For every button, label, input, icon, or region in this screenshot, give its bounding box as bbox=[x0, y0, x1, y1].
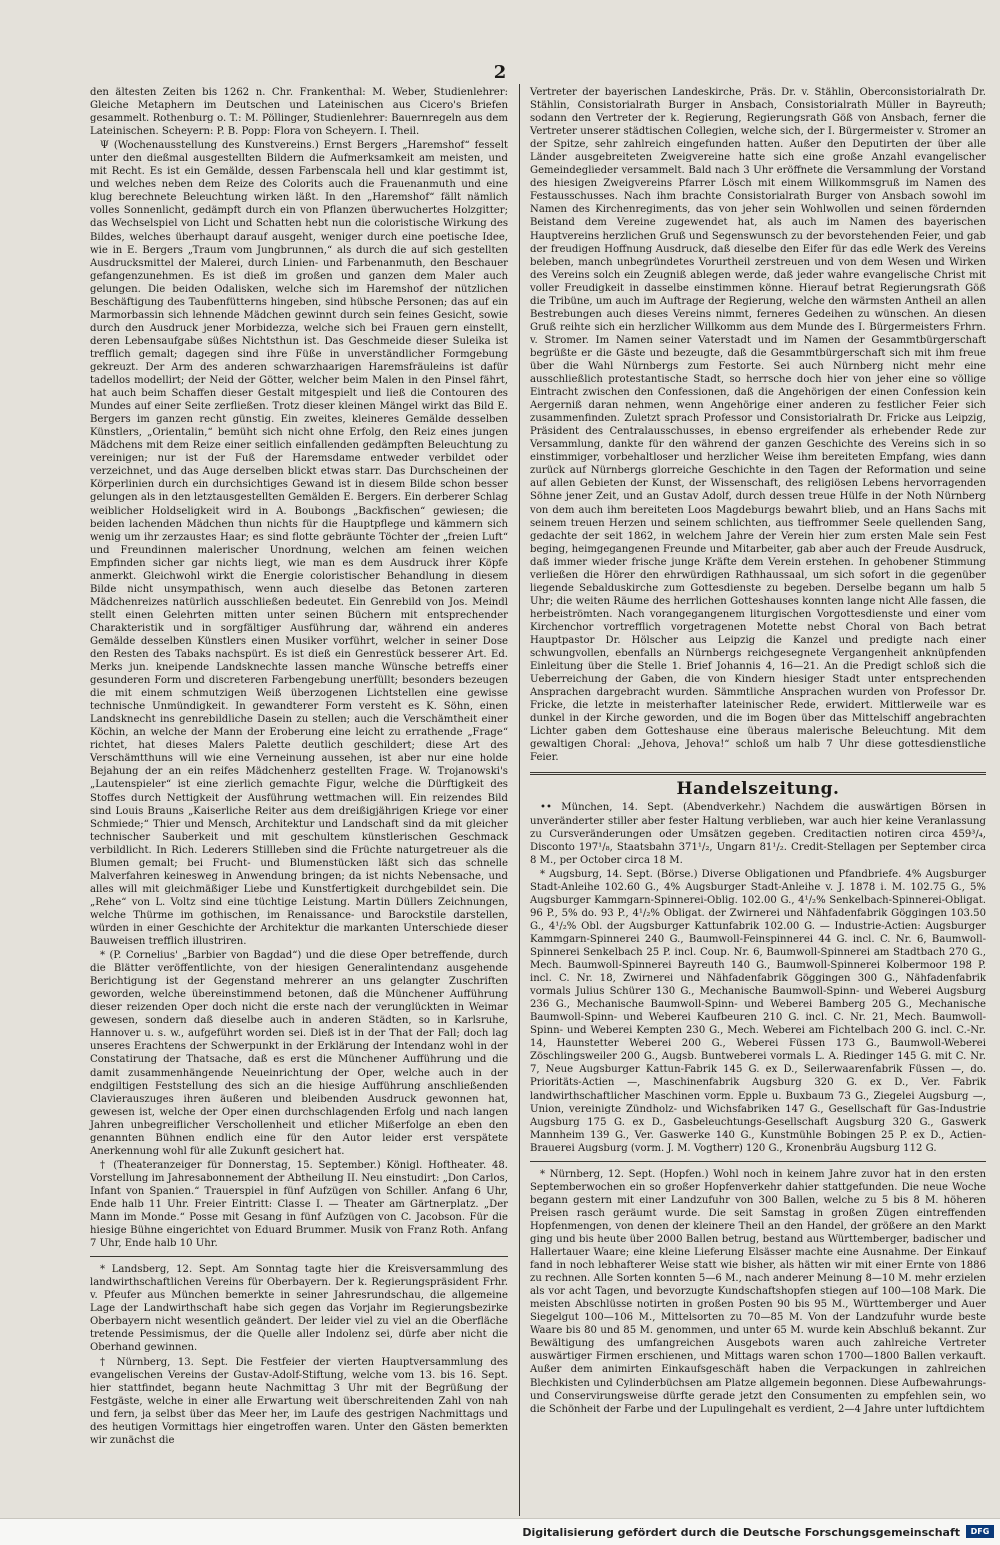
article-paragraph: * Landsberg, 12. Sept. Am Sonntag tagte hier die Kreisversammlung des landwirthschaftlichen Vereins für Oberbayern. Der k. Regierungspräsident Frhr. v. Pfeufer aus München bemerkte in seiner Jahresrundschau, die allgemeine Lage der Landwirthschaft habe sich gegen das Vorjahr im Regierungsbezirke Oberbayern nicht wesentlich geändert. Der leider viel zu viel an die Oberfläche tretende Pessimismus, der die Quelle aller Indolenz sei, dürfe aber nicht die Oberhand gewinnen. bbox=[90, 1264, 508, 1354]
article-paragraph: * (P. Cornelius' „Barbier von Bagdad“) und die diese Oper betreffende, durch die Blätter veröffentlichte, von der hiesigen Generalintendanz ausgehende Berichtigung ist der Gegenstand mehrerer an uns gelangter Zuschriften geworden, welche übereinstimmend betonen, daß die Münchener Aufführung dieser reizenden Oper doch nicht die erste nach der verunglückten in Weimar gewesen, sondern daß dieselbe auch in anderen Städten, so in Karlsruhe, Hannover u. s. w., aufgeführt worden sei. Dieß ist in der That der Fall; doch lag unseres Erachtens der Schwerpunkt in der Erklärung der Intendanz wohl in der Constatirung der Thatsache, daß es erst die Münchener Aufführung und die damit zusammenhängende Neueinrichtung der Oper, welche auch in der endgiltigen Feststellung des sich an die hiesige Aufführung anschließenden Clavierauszuges ihren äußeren und bleibenden Ausdruck gewonnen hat, gewesen ist, welche der Oper einen durchschlagenden Erfolg und nach langen Jahren unbegreiflicher Verschollenheit und etlicher Mißerfolge an eben den genannten Bühnen endlich eine für den Autor leider erst verspätete Anerkennung wohl für alle Zukunft gesichert hat. bbox=[90, 950, 508, 1157]
right-column bbox=[530, 86, 986, 1416]
column-divider bbox=[519, 84, 520, 1516]
section-divider bbox=[90, 1256, 508, 1257]
dfg-logo-icon: DFG bbox=[966, 1525, 994, 1538]
footer-credit: Digitalisierung gefördert durch die Deutsche Forschungsgemeinschaft bbox=[522, 1526, 960, 1539]
market-report: * Augsburg, 14. Sept. (Börse.) Diverse Obligationen und Pfandbriefe. 4% Augsburger Stadt-Anleihe 102.60 G., 4% Augsburger Stadt-Anleihe v. J. 1878 i. M. 102.75 G., 5% Augsburger Kammgarn-Spinnerei-Oblig. 102.00 G., 4¹/₂% Senkelbach-Spinnerei-Obligat. 96 P., 5% do. 93 P., 4¹/₂% Obligat. der Zwirnerei und Nähfadenfabrik Göggingen 103.50 G., 4¹/₂% Obl. der Augsburger Kattunfabrik 102.00 G. — Industrie-Actien: Augsburger Kammgarn-Spinnerei 240 G., Baumwoll-Feinspinnerei 44 G. incl. C. Nr. 6, Baumwoll-Spinnerei Senkelbach 25 P. incl. Coup. Nr. 6, Baumwoll-Spinnerei am Stadtbach 270 G., Mech. Baumwoll-Spinnerei Bayreuth 140 G., Baumwoll-Spinnerei Kolbermoor 198 P. incl. C. Nr. 18, Zwirnerei und Nähfadenfabrik Göggingen 300 G., Nähfadenfabrik vormals Julius Schürer 130 G., Mechanische Baumwoll-Spinn- und Weberei Augsburg 236 G., Mechanische Baumwoll-Spinn- und Weberei Bamberg 205 G., Mechanische Baumwoll-Spinn- und Weberei Kaufbeuren 210 G. incl. C. Nr. 21, Mech. Baumwoll-Spinn- und Weberei Kempten 230 G., Mech. Weberei am Fichtelbach 200 G. incl. C.-Nr. 14, Haunstetter Weberei 200 G., Weberei Füssen 173 G., Baumwoll-Weberei Zöschlingsweiler 200 G., Augsb. Buntweberei vormals L. A. Riedinger 145 G. mit C. Nr. 7, Neue Augsburger Kattun-Fabrik 145 G. ex D., Seilerwaarenfabrik Füssen —, do. Prioritäts-Actien —, Maschinenfabrik Augsburg 320 G. ex D., Ver. Fabrik landwirthschaftlicher Maschinen vorm. Epple u. Buxbaum 73 G., Ziegelei Augsburg —, Union, vereinigte Zündholz- und Wichsfabriken 147 G., Gesellschaft für Gas-Industrie Augsburg 175 G. ex D., Gasbeleuchtungs-Gesellschaft Augsburg 320 G., Gaswerk Mannheim 139 G., Ver. Gaswerke 140 G., Kunstmühle Bobingen 25 P. ex D., Actien-Brauerei Augsburg (vorm. J. M. Vogtherr) 120 G., Kronenbräu Augsburg 112 G. bbox=[530, 868, 986, 1154]
left-column bbox=[90, 86, 508, 1447]
article-paragraph: † (Theateranzeiger für Donnerstag, 15. September.) Königl. Hoftheater. 48. Vorstellung im Jahresabonnement der Abtheilung II. Neu einstudirt: „Don Carlos, Infant von Spanien.“ Trauerspiel in fünf Aufzügen von Schiller. Anfang 6 Uhr, Ende halb 11 Uhr. Freier Eintritt: Classe I. — Theater am Gärtnerplatz. „Der Mann im Monde.“ Posse mit Gesang in fünf Aufzügen von C. Jacobson. Für die hiesige Bühne eingerichtet von Eduard Brummer. Musik von Franz Roth. Anfang 7 Uhr, Ende halb 10 Uhr. bbox=[90, 1159, 508, 1250]
page-number: 2 bbox=[493, 62, 507, 83]
footer-bar bbox=[0, 1518, 1000, 1545]
article-paragraph: den ältesten Zeiten bis 1262 n. Chr. Frankenthal: M. Weber, Studienlehrer: Gleiche Metaphern im Deutschen und Lateinischen aus Cicero's Briefen gesammelt. Rothenburg o. T.: M. Pöllinger, Studienlehrer: Bauernregeln aus dem Lateinischen. Scheyern: P. B. Popp: Flora von Scheyern. I. Theil. bbox=[90, 87, 508, 138]
section-divider bbox=[530, 772, 986, 775]
article-paragraph: † Nürnberg, 13. Sept. Die Festfeier der vierten Hauptversammlung des evangelischen Vereins der Gustav-Adolf-Stiftung, welche vom 13. bis 16. Sept. hier stattfindet, begann heute Nachmittag 3 Uhr mit der Begrüßung der Festgäste, welche in einer alle Erwartung weit überschreitenden Zahl von nah und fern, ja selbst über das Meer her, im Laufe des gestrigen Nachmittags und des heutigen Vormittags hier eingetroffen waren. Unter den Gästen bemerkten wir zunächst die bbox=[90, 1356, 508, 1446]
section-heading: Handelszeitung. bbox=[676, 779, 840, 800]
article-paragraph: Ψ (Wochenausstellung des Kunstvereins.) Ernst Bergers „Haremshof“ fesselt unter den dießmal ausgestellten Bildern die Aufmerksamkeit am meisten, und mit Recht. Es ist ein Gemälde, dessen Farbenscala hell und klar gestimmt ist, und welches neben dem Reize des Colorits auch die Frauenanmuth und eine klug berechnete Beleuchtung wirken läßt. In den „Haremshof“ fällt nämlich volles Sonnenlicht, gedämpft durch ein von Pflanzen überwuchertes Holzgitter; das Wechselspiel von Licht und Schatten hebt nun die coloristische Wirkung des Bildes, welches überhaupt darauf ausgeht, weniger durch eine poetische Idee, wie in E. Bergers „Traum vom Jungbrunnen,“ als durch die auf sich gestellten Ausdrucksmittel der Malerei, durch Linien- und Farbenanmuth, den Beschauer gefangenzunehmen. Es ist dieß im großen und ganzen dem Maler auch gelungen. Die beiden Odalisken, welche sich im Haremshof der nützlichen Beschäftigung des Taubenfütterns hingeben, sind hübsche Personen; das auf ein Marmorbassin sich lehnende Mädchen gewinnt durch sein feines Gesicht, sowie durch den Ausdruck jener Morbidezza, welche sich bei Frauen gern einstellt, deren Lebensaufgabe süßes Nichtsthun ist. Das Geschmeide dieser Suleika ist trefflich gemalt; dagegen sind ihre Füße in unverständlicher Formgebung gekreuzt. Der Arm des anderen schwarzhaarigen Haremsfräuleins ist dafür tadellos modellirt; der Neid der Götter, welcher beim Malen in den Pinsel fährt, hat auch beim Schaffen dieser Gestalt mitgespielt und ließ die Contouren des Mundes auf einer Seite zerfließen. Trotz dieser kleinen Mängel wirkt das Bild E. Bergers im ganzen recht günstig. Ein zweites, kleineres Gemälde desselben Künstlers, „Orientalin,“ bemüht sich nicht ohne Erfolg, den Reiz eines jungen Mädchens mit dem Reize einer seitlich einfallenden gedämpften Beleuchtung zu vereinigen; nur ist der Fuß der Haremsdame entweder verbildet oder verzeichnet, und das Auge derselben blickt etwas starr. Das Durchscheinen der Körperlinien durch ein durchsichtiges Gewand ist in diesem Bilde schon besser gelungen als in den letztausgestellten Gemälden E. Bergers. Ein derberer Schlag weiblicher Holdseligkeit wird in A. Boubongs „Backfischen“ gewiesen; die beiden lachenden Mädchen thun nichts für die Hauptpflege und kämmern sich wenig um ihr zerzaustes Haar; es sind flotte gebräunte Töchter der „freien Luft“ und Freundinnen malerischer Unordnung, welchen am feinen weichen Empfinden sicher gar nichts liegt, wie man es dem Ausdruck ihrer Köpfe anmerkt. Gleichwohl wirkt die Energie coloristischer Behandlung in diesem Bilde nicht unsympathisch, wenn auch dieselbe das Betonen zarteren Mädchenreizes natürlich ausschließen bedeutet. Ein Genrebild von Jos. Meindl stellt einen Gelehrten mitten unter seinen Büchern mit entsprechender Charakteristik und in sorgfältiger Ausführung dar, während ein anderes Gemälde desselben Künstlers einen Musiker vorführt, welcher in seiner Dose den Resten des Tabaks nachspürt. Es ist dieß ein Genrestück besserer Art. Ed. Merks jun. kneipende Landsknechte lassen manche Wünsche betreffs einer gesunderen Form und discreteren Farbengebung unerfüllt; besonders bezeugen die mit einem schmutzigen Weiß überzogenen Lichtstellen eine gewisse technische Unmündigkeit. In gewandterer Form versteht es K. Söhn, einen Landsknecht ins genrebildliche Dasein zu stellen; auch die Verschämtheit einer Köchin, an welche der Mann der Eroberung eine leicht zu errathende „Frage“ richtet, hat dieses Malers Palette deutlich geschildert; diese Art des Verschämtthuns will wie eine Verneinung aussehen, ist aber nur eine holde Bejahung der an ein reifes Mädchenherz gestellten Frage. W. Trojanowski's „Lautenspieler“ ist eine zierlich gemachte Figur, welche die Dürftigkeit des Stoffes durch Nettigkeit der Ausführung wettmachen will. Ein reizendes Bild sind Louis Brauns „Kaiserliche Reiter aus dem dreißigjährigen Kriege vor einer Schmiede;“ Thier und Mensch, Architektur und Landschaft sind da mit gleicher technischer Sauberkeit und mit geschultem künstlerischen Geschmack verbildlicht. In Rich. Lederers Stillleben sind die Früchte naturgetreuer als die Blumen gemalt; bei Frucht- und Blumenstücken läßt sich das schnelle Malverfahren keinesweg in Anwendung bringen; da ist nichts Nebensache, und alles will mit gleichmäßiger Liebe und Kunstfertigkeit durchgebildet sein. Die „Rehe“ von L. Voltz sind eine tüchtige Leistung. Martin Düllers Zeichnungen, welche Thürme im gothischen, im Renaissance- und Barockstile darstellen, würden in einer Geschichte der Architektur die markanten Unterschiede dieser Bauweisen trefflich illustriren. bbox=[90, 140, 508, 948]
section-divider bbox=[530, 1161, 986, 1162]
market-report: * Nürnberg, 12. Sept. (Hopfen.) Wohl noch in keinem Jahre zuvor hat in den ersten Septemberwochen ein so großer Hopfenverkehr dahier stattgefunden. Die neue Woche begann gestern mit einer Landzufuhr von 300 Ballen, welche zu 5 bis 8 M. höheren Preisen rasch geräumt wurde. Die seit Samstag in großen Zügen eintreffenden Hopfenmengen, von denen der kleinere Theil an den Handel, der größere an den Markt ging und bis heute über 2000 Ballen betrug, bestand aus Württemberger, badischer und Hallertauer Waare; eine kleine Lieferung Elsässer machte eine Ausnahme. Der Einkauf fand in noch lebhafterer Weise statt wie bisher, als hätten wir mit einer Ernte von 1886 zu rechnen. Alle Sorten konnten 5—6 M., nach anderer Meinung 8—10 M. mehr erzielen als vor acht Tagen, und bevorzugte Kundschaftshopfen stiegen auf 100—108 Mark. Die meisten Abschlüsse notirten in großen Posten 90 bis 95 M., Württemberger und Auer Siegelgut 100—106 M., Mittelsorten zu 70—85 M. Von der Landzufuhr wurde beste Waare bis 80 und 85 M. genommen, und unter 65 M. wurde kein Abschluß bekannt. Zur Bewältigung des umfangreichen Ausgebots waren auch zahlreiche Vertreter auswärtiger Firmen erschienen, und Mittags waren schon 1700—1800 Ballen verkauft. Außer dem animirten Einkaufsgeschäft haben die Verpackungen in zahlreichen Blechkisten und Cylinderbüchsen am Platze allgemein begonnen. Diese Aufbewahrungs- und Conservirungsweise dürfte gerade jetzt den Consumenten zu empfehlen sein, wo die Schönheit der Farbe und der Lupulingehalt es verdient, 2—4 Jahre unter luftdichtem bbox=[530, 1168, 986, 1415]
market-report: •• München, 14. Sept. (Abendverkehr.) Nachdem die auswärtigen Börsen in unveränderter stiller aber fester Haltung verblieben, war auch hier keine Veranlassung zu Cursveränderungen oder Umsätzen gegeben. Creditactien notiren circa 459³/₄, Disconto 197¹/₈, Staatsbahn 371¹/₂, Ungarn 81¹/₂. Credit-Stellagen per September circa 8 M., per October circa 18 M. bbox=[530, 802, 986, 866]
article-paragraph: Vertreter der bayerischen Landeskirche, Präs. Dr. v. Stählin, Oberconsistorialrath Dr. Stählin, Consistorialrath Burger in Ansbach, Consistorialrath Müller in Bayreuth; sodann den Vertreter der k. Regierung, Regierungsrath Göß von Ansbach, ferner die Vertreter unserer städtischen Collegien, welche sich, der I. Bürgermeister v. Stromer an der Spitze, sehr zahlreich eingefunden hatten. Außer den Deputirten der über alle Länder ausgebreiteten Zweigvereine hatte sich eine große Anzahl evangelischer Gemeindeglieder versammelt. Bald nach 3 Uhr eröffnete die Versammlung der Vorstand des hiesigen Zweigvereins Pfarrer Lösch mit einem Willkommsgruß im Namen des Festausschusses. Nach ihm brachte Consistorialrath Burger von Ansbach sowohl im Namen des Kirchenregiments, das von jeher sein Wohlwollen und seinen fördernden Beistand dem Vereine zugewendet hat, als auch im Namen des bayerischen Hauptvereins herzlichen Gruß und Segenswunsch zu der bevorstehenden Feier, und gab der freudigen Hoffnung Ausdruck, daß dieselbe den Eifer für das edle Werk des Vereins beleben, manch unbegründetes Vorurtheil zerstreuen und von dem Wesen und Wirken des Vereins solch ein Zeugniß ablegen werde, daß jeder wahre evangelische Christ mit voller Freudigkeit in dasselbe einstimmen könne. Hierauf betrat Regierungsrath Göß die Tribüne, um auch im Auftrage der Regierung, welche den wärmsten Antheil an allen Bestrebungen auch dieses Vereins nimmt, ferneres Gedeihen zu wünschen. An diesen Gruß reihte sich ein herzlicher Willkomm aus dem Munde des I. Bürgermeisters Frhrn. v. Stromer. Im Namen seiner Vaterstadt und im Namen der Gesammtbürgerschaft begrüßte er die Gäste und bezeugte, daß die Gesammtbürgerschaft sich mit ihm freue über die Wahl Nürnbergs zum Festorte. Sei auch Nürnberg nicht mehr eine ausschließlich protestantische Stadt, so herrsche doch hier von jeher eine so völlige Eintracht zwischen den Confessionen, daß die Angehörigen der einen Confession kein Aergerniß daran nehmen, wenn Angehörige einer anderen zu festlicher Feier sich zusammenfinden. Zuletzt sprach Professor und Consistorialrath Dr. Fricke aus Leipzig, Präsident des Centralausschusses, in ebenso ergreifender als erhebender Rede zur Versammlung, dankte für den während der ganzen Geschichte des Vereins sich in so einstimmiger, vorbehaltloser und herzlicher Weise ihm bereiteten Empfang, wies dann zurück auf Nürnbergs glorreiche Geschichte in den Tagen der Reformation und seine auf allen Gebieten der Kunst, der Wissenschaft, des religiösen Lebens hervorragenden Söhne jener Zeit, und an Gustav Adolf, durch dessen treue Hülfe in der Noth Nürnberg von dem auch ihm bereiteten Loos Magdeburgs bewahrt blieb, und an Hans Sachs mit seinem treuen Herzen und seinem schlichten, aus tieffrommer Seele quellenden Sang, gedachte der seit 1862, in welchem Jahre der Verein hier zum ersten Male sein Fest beging, heimgegangenen Freunde und Mitarbeiter, gab aber auch der Freude Ausdruck, daß immer wieder frische junge Kräfte dem Verein erstehen. In gehobener Stimmung verließen die Hörer den ehrwürdigen Rathhaussaal, um sich sofort in die gegenüber liegende Sebalduskirche zum Gottesdienste zu begeben. Derselbe begann um halb 5 Uhr; die weiten Räume des herrlichen Gotteshauses konnten lange nicht Alle fassen, die herbeiströmten. Nach vorangegangenem liturgischen Vorgottesdienste und einer vom Kirchenchor vortrefflich vorgetragenen Motette nebst Choral von Bach betrat Hauptpastor Dr. Hölscher aus Leipzig die Kanzel und predigte nach einer schwungvollen, ebenfalls an Nürnbergs reichgesegnete Vergangenheit anknüpfenden Einleitung über die Stelle 1. Brief Johannis 4, 16—21. An die Predigt schloß sich die Ueberreichung der Gaben, die von Kindern hiesiger Stadt unter entsprechenden Ansprachen dargebracht wurden. Sämmtliche Ansprachen wurden von Professor Dr. Fricke, die letzte in meisterhafter lateinischer Rede, erwidert. Mittlerweile war es dunkel in der Kirche geworden, und die im Bogen über das Mittelschiff angebrachten Lichter gaben dem Gotteshause eine überaus malerische Beleuchtung. Mit dem gewaltigen Choral: „Jehova, Jehova!“ schloß um halb 7 Uhr diese gottesdienstliche Feier. bbox=[530, 87, 986, 764]
